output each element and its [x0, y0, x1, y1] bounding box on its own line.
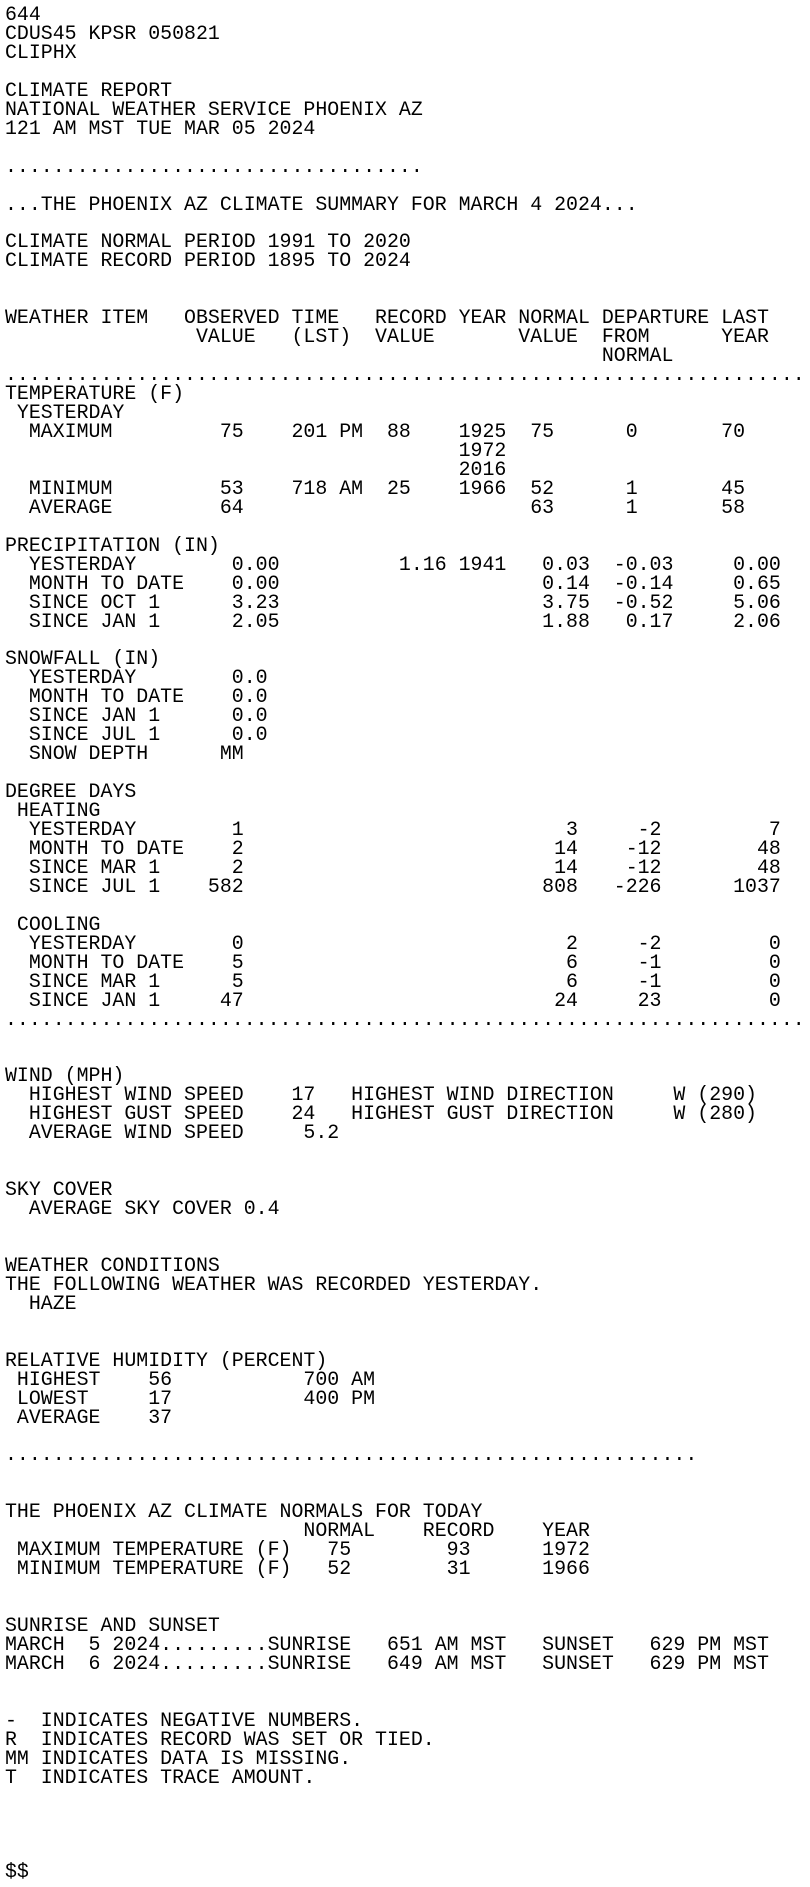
report-line: CLIMATE REPORT	[5, 78, 173, 102]
report-line: AVERAGE SKY COVER 0.4	[5, 1197, 280, 1221]
report-line: CLIPHX	[5, 40, 77, 64]
report-line: WEATHER CONDITIONS	[5, 1253, 220, 1277]
report-line: THE FOLLOWING WEATHER WAS RECORDED YESTERDAY.	[5, 1272, 543, 1296]
report-line: 121 AM MST TUE MAR 05 2024	[5, 116, 316, 140]
report-line	[5, 1465, 810, 1484]
report-line	[5, 897, 810, 916]
report-line: ...................................	[5, 154, 423, 178]
report-line	[5, 1048, 810, 1067]
report-line: MONTH TO DATE 2 14 -12 48	[5, 836, 781, 860]
report-line: ...................................................................	[5, 1007, 805, 1031]
report-line: COOLING	[5, 912, 101, 936]
report-line	[5, 1143, 810, 1162]
report-line: YESTERDAY	[5, 401, 125, 425]
report-line: MINIMUM 53 718 AM 25 1966 52 1 45	[5, 476, 746, 500]
report-line: SINCE JAN 1 2.05 1.88 0.17 2.06	[5, 609, 781, 633]
report-line: SUNRISE AND SUNSET	[5, 1614, 220, 1638]
report-line	[5, 1314, 810, 1333]
report-line: SKY COVER	[5, 1178, 113, 1202]
report-line: T INDICATES TRACE AMOUNT.	[5, 1765, 316, 1789]
report-line: MONTH TO DATE 5 6 -1 0	[5, 950, 781, 974]
report-line: HEATING	[5, 799, 101, 823]
report-line: $$	[5, 1860, 29, 1884]
report-line: HIGHEST WIND SPEED 17 HIGHEST WIND DIRECTION W (290)	[5, 1083, 757, 1107]
report-line: - INDICATES NEGATIVE NUMBERS.	[5, 1708, 364, 1732]
report-line: MONTH TO DATE 0.0	[5, 685, 268, 709]
report-line: AVERAGE 64 63 1 58	[5, 495, 746, 519]
report-line: THE PHOENIX AZ CLIMATE NORMALS FOR TODAY	[5, 1500, 483, 1524]
report-line: 1972	[5, 438, 507, 462]
report-line: SINCE MAR 1 5 6 -1 0	[5, 969, 781, 993]
report-line: RELATIVE HUMIDITY (PERCENT)	[5, 1348, 328, 1372]
report-line	[5, 1219, 810, 1238]
report-line: YESTERDAY 1 3 -2 7	[5, 817, 781, 841]
report-line: MM INDICATES DATA IS MISSING.	[5, 1746, 352, 1770]
report-line: HAZE	[5, 1291, 77, 1315]
report-line: MARCH 5 2024.........SUNRISE 651 AM MST SUNSET 629 PM MST	[5, 1632, 769, 1656]
report-line: YESTERDAY 0.00 1.16 1941 0.03 -0.03 0.00	[5, 552, 781, 576]
report-line: PRECIPITATION (IN)	[5, 533, 220, 557]
report-line: ..........................................................	[5, 1443, 698, 1467]
report-line: WIND (MPH)	[5, 1064, 125, 1088]
report-line	[5, 1579, 810, 1598]
report-line: SINCE MAR 1 2 14 -12 48	[5, 855, 781, 879]
report-line: SNOW DEPTH MM	[5, 742, 244, 766]
report-line: MONTH TO DATE 0.00 0.14 -0.14 0.65	[5, 571, 781, 595]
report-line: MAXIMUM 75 201 PM 88 1925 75 0 70	[5, 419, 746, 443]
report-line: YESTERDAY 0.0	[5, 666, 268, 690]
report-line	[5, 1788, 810, 1807]
report-line	[5, 1029, 810, 1048]
report-line: SINCE JUL 1 0.0	[5, 723, 268, 747]
report-line	[5, 1162, 810, 1181]
report-line: SNOWFALL (IN)	[5, 647, 161, 671]
report-line: 644	[5, 3, 41, 26]
report-line: ...................................................................	[5, 363, 805, 387]
report-line: SINCE JAN 1 0.0	[5, 704, 268, 728]
report-line: CLIMATE NORMAL PERIOD 1991 TO 2020	[5, 230, 411, 254]
report-line: MAXIMUM TEMPERATURE (F) 75 93 1972	[5, 1538, 590, 1562]
report-line: R INDICATES RECORD WAS SET OR TIED.	[5, 1727, 435, 1751]
report-line: YESTERDAY 0 2 -2 0	[5, 931, 781, 955]
report-line: HIGHEST 56 700 AM	[5, 1367, 376, 1391]
report-line: HIGHEST GUST SPEED 24 HIGHEST GUST DIRECTION W (280)	[5, 1102, 757, 1126]
report-line: ...THE PHOENIX AZ CLIMATE SUMMARY FOR MARCH 4 2024...	[5, 192, 638, 216]
report-line: DEGREE DAYS	[5, 780, 137, 804]
report-line: SINCE JAN 1 47 24 23 0	[5, 988, 781, 1012]
report-line: CLIMATE RECORD PERIOD 1895 TO 2024	[5, 249, 411, 273]
report-line: MARCH 6 2024.........SUNRISE 649 AM MST SUNSET 629 PM MST	[5, 1651, 769, 1675]
report-line: SINCE OCT 1 3.23 3.75 -0.52 5.06	[5, 590, 781, 614]
report-line	[5, 1844, 810, 1863]
report-line: MINIMUM TEMPERATURE (F) 52 31 1966	[5, 1557, 590, 1581]
report-line: 2016	[5, 457, 507, 481]
report-line: WEATHER ITEM OBSERVED TIME RECORD YEAR NORMAL DEPARTURE LAST	[5, 306, 769, 330]
report-line	[5, 271, 810, 290]
report-line: AVERAGE WIND SPEED 5.2	[5, 1121, 340, 1145]
report-line	[5, 1826, 810, 1845]
report-line: SINCE JUL 1 582 808 -226 1037	[5, 874, 781, 898]
report-line: CDUS45 KPSR 050821	[5, 21, 220, 45]
report-line: AVERAGE 37	[5, 1405, 173, 1429]
report-line: NORMAL RECORD YEAR	[5, 1519, 590, 1543]
report-line: LOWEST 17 400 PM	[5, 1386, 376, 1410]
report-line: VALUE (LST) VALUE VALUE FROM YEAR	[5, 325, 769, 349]
report-line: NORMAL	[5, 344, 674, 368]
report-line	[5, 1674, 810, 1693]
report-line	[5, 1807, 810, 1826]
report-line: TEMPERATURE (F)	[5, 382, 185, 406]
report-line: NATIONAL WEATHER SERVICE PHOENIX AZ	[5, 97, 423, 121]
